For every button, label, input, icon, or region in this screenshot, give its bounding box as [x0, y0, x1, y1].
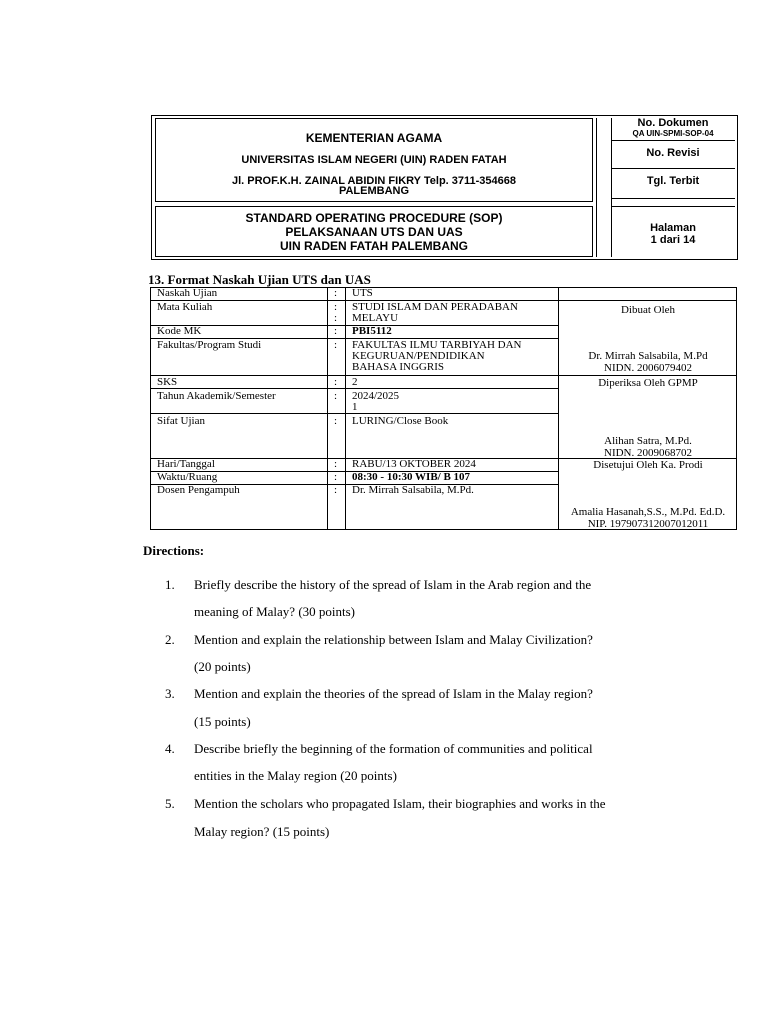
faculty-value-line-3: BAHASA INGGRIS [352, 361, 444, 373]
faculty-label: Fakultas/Program Studi [157, 339, 262, 351]
semester-value: 1 [352, 401, 358, 413]
approved-by-name: Amalia Hasanah,S.S., M.Pd. Ed.D. [570, 506, 726, 518]
address-line-2: PALEMBANG [338, 185, 410, 197]
question-text: (20 points) [194, 659, 251, 674]
faculty-value-line-2: KEGURUAN/PENDIDIKAN [352, 350, 485, 362]
table-row-rule [150, 375, 737, 376]
header-rule [611, 206, 735, 207]
colon: : [334, 339, 338, 351]
table-column-rule [558, 287, 559, 530]
sop-title-line-2: PELAKSANAAN UTS DAN UAS [285, 225, 463, 239]
directions-heading: Directions: [143, 543, 205, 558]
question-text: Malay region? (15 points) [194, 824, 330, 839]
section-title: 13. Format Naskah Ujian UTS dan UAS [148, 272, 371, 287]
colon: : [334, 390, 338, 402]
ministry-name: KEMENTERIAN AGAMA [305, 131, 443, 145]
sop-title-line-1: STANDARD OPERATING PROCEDURE (SOP) [245, 211, 503, 225]
checked-by-id: NIDN. 2009068702 [604, 447, 692, 459]
table-column-rule [345, 287, 346, 530]
exam-type-value: LURING/Close Book [352, 415, 449, 427]
university-name: UNIVERSITAS ISLAM NEGERI (UIN) RADEN FATAH [241, 154, 507, 166]
colon: : [334, 312, 338, 324]
question-number: 2. [165, 632, 175, 647]
made-by-name: Dr. Mirrah Salsabila, M.Pd [588, 350, 708, 362]
question-number: 5. [165, 796, 175, 811]
checked-by-label: Diperiksa Oleh GPMP [598, 377, 698, 389]
colon: : [334, 415, 338, 427]
page-label: Halaman [650, 222, 696, 234]
revision-label: No. Revisi [646, 147, 700, 159]
header-divider [596, 118, 597, 257]
question-text: Mention and explain the theories of the spread of Islam in the Malay region? [194, 686, 593, 701]
date-label: Hari/Tanggal [157, 458, 215, 470]
credits-label: SKS [157, 376, 178, 388]
colon: : [334, 458, 338, 470]
question-number: 4. [165, 741, 175, 756]
course-value-line-2: MELAYU [352, 312, 399, 324]
academic-year-value: 2024/2025 [352, 390, 400, 402]
naskah-value: UTS [352, 287, 373, 299]
doc-number-label: No. Dokumen [637, 117, 709, 129]
table-column-rule [327, 287, 328, 530]
credits-value: 2 [352, 376, 358, 388]
address-line-1: Jl. PROF.K.H. ZAINAL ABIDIN FIKRY Telp. 3711-354668 [231, 175, 517, 187]
colon: : [334, 376, 338, 388]
question-number: 3. [165, 686, 175, 701]
question-text: Describe briefly the beginning of the formation of communities and political [194, 741, 593, 756]
course-value-line-1: STUDI ISLAM DAN PERADABAN [352, 301, 518, 313]
question-text: Mention and explain the relationship between Islam and Malay Civilization? [194, 632, 593, 647]
approved-by-label: Disetujui Oleh Ka. Prodi [593, 459, 703, 471]
made-by-label: Dibuat Oleh [620, 304, 676, 316]
lecturer-label: Dosen Pengampuh [157, 484, 240, 496]
course-label: Mata Kuliah [157, 301, 213, 313]
colon: : [334, 471, 338, 483]
course-code-label: Kode MK [157, 325, 202, 337]
checked-by-name: Alihan Satra, M.Pd. [604, 435, 692, 447]
course-code-value: PBI5112 [352, 325, 392, 337]
issued-date-label: Tgl. Terbit [646, 175, 700, 187]
doc-number-value: QA UIN-SPMI-SOP-04 [632, 129, 714, 138]
colon: : [334, 325, 338, 337]
question-number: 1. [165, 577, 175, 592]
table-row-rule [150, 413, 558, 414]
header-rule [611, 140, 735, 141]
time-room-value: 08:30 - 10:30 WIB/ B 107 [352, 471, 471, 483]
question-text: Briefly describe the history of the spread of Islam in the Arab region and the [194, 577, 592, 592]
question-text: entities in the Malay region (20 points) [194, 768, 397, 783]
colon: : [334, 287, 338, 299]
question-text: meaning of Malay? (30 points) [194, 604, 356, 619]
sop-title-line-3: UIN RADEN FATAH PALEMBANG [280, 239, 468, 253]
exam-type-label: Sifat Ujian [157, 415, 205, 427]
approved-by-id: NIP. 197907312007012011 [587, 518, 709, 530]
lecturer-value: Dr. Mirrah Salsabila, M.Pd. [352, 484, 474, 496]
made-by-id: NIDN. 2006079402 [604, 362, 692, 374]
question-text: Mention the scholars who propagated Islam, their biographies and works in the [194, 796, 606, 811]
academic-year-label: Tahun Akademik/Semester [157, 390, 276, 402]
time-room-label: Waktu/Ruang [157, 471, 218, 483]
header-rule [611, 168, 735, 169]
colon: : [334, 301, 338, 313]
colon: : [334, 484, 338, 496]
faculty-value-line-1: FAKULTAS ILMU TARBIYAH DAN [352, 339, 522, 351]
naskah-label: Naskah Ujian [157, 287, 218, 299]
table-row-rule [150, 388, 558, 389]
date-value: RABU/13 OKTOBER 2024 [352, 458, 476, 470]
header-rule [611, 198, 735, 199]
question-text: (15 points) [194, 714, 251, 729]
page-value: 1 dari 14 [650, 234, 696, 246]
